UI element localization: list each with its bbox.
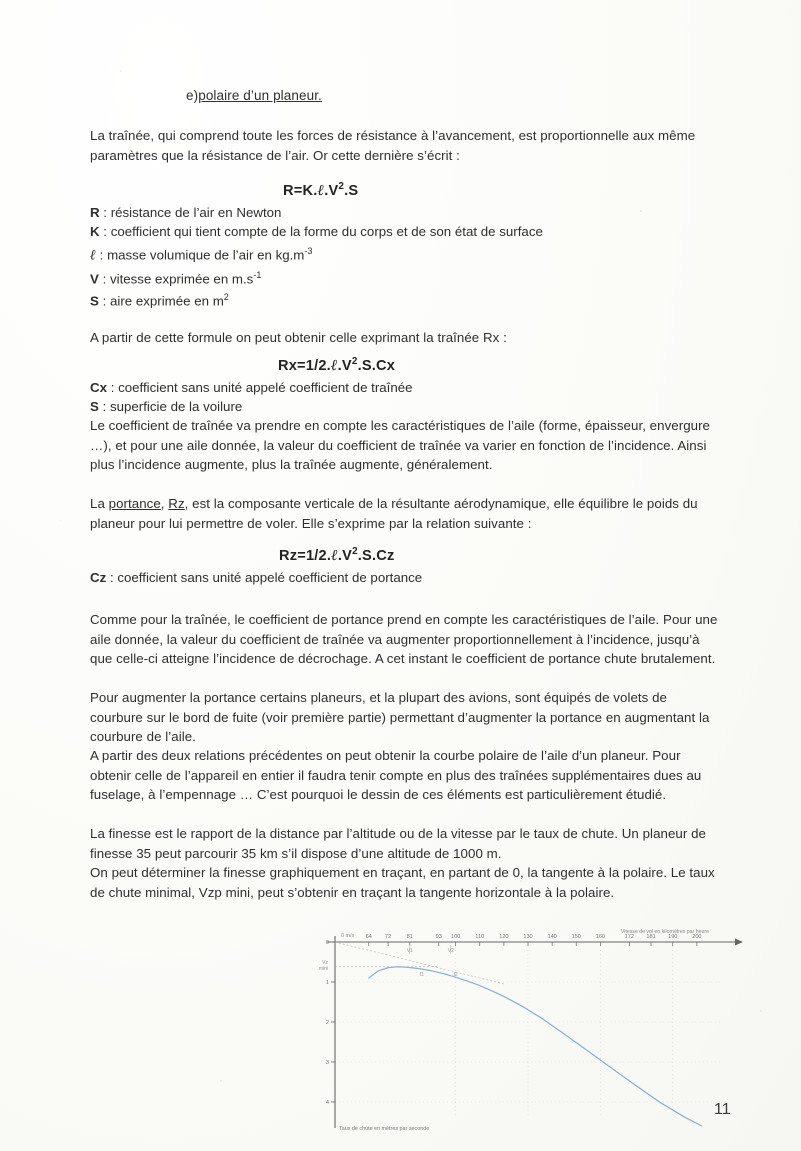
definition-row xyxy=(90,378,710,397)
definition-row xyxy=(90,288,710,311)
definition-exponent: -3 xyxy=(304,245,313,256)
definition-text: vitesse exprimée en m.s xyxy=(109,271,254,287)
chart-x-tick-label: 181 xyxy=(646,934,656,940)
chart-y-axis-title: Taux de chute en mètres par seconde xyxy=(339,1126,430,1132)
definition-row xyxy=(90,266,710,289)
paragraph-body-4: La finesse est le rapport de la distance par l’altitude ou de la vitesse par le taux de chute. Un planeur de finesse 35 peut parcourir 35 km s’il dispose d’une altitude de 1000 m. xyxy=(90,826,706,861)
definition-list-resistance xyxy=(90,203,710,311)
chart-vz-mini-label: mini xyxy=(318,966,328,972)
formula-trainee-tail: .S.Cx xyxy=(357,357,396,374)
chart-x-tick-label: 72 xyxy=(384,934,392,940)
formula-portance xyxy=(279,546,394,565)
definition-text: aire exprimée en m xyxy=(109,293,224,309)
definition-list-trainee xyxy=(90,378,710,417)
portance-lead-part2: , xyxy=(160,496,169,511)
section-heading-prefix: e) xyxy=(186,88,199,103)
definition-text: superficie de la voilure xyxy=(109,399,243,415)
paragraph-body-2: Pour augmenter la portance certains planeurs, et la plupart des avions, sont équipés de volets de courbure sur le bord de fuite (voir première partie) permettant d’augmenter la portance en augmentant la courbure de l’aile. xyxy=(90,690,710,745)
chart-x-tick-label: 110 xyxy=(475,934,485,940)
chart-vz-mini-label: Vz xyxy=(322,960,328,966)
definition-separator: : xyxy=(98,271,110,287)
definition-list-portance xyxy=(90,568,710,587)
chart-x-tick-label: 120 xyxy=(499,934,509,940)
formula-resistance-lhs: R=K. xyxy=(283,182,318,199)
chart-annotation: V1 xyxy=(406,948,413,954)
rho-symbol: ℓ xyxy=(330,356,338,374)
chart-x-tick-label: 190 xyxy=(668,934,678,940)
chart-x-tick-label: 160 xyxy=(595,934,606,940)
chart-y-tick-label: 4 xyxy=(325,1100,329,1106)
paragraph-intro: La traînée, qui comprend toute les forces de résistance à l’avancement, est proportionnelle aux même paramètres que la résistance de l’air. Or cette dernière s’écrit : xyxy=(90,128,696,163)
chart-y-tick-label: 0 xyxy=(325,940,329,946)
definition-symbol: Cz xyxy=(90,570,107,585)
definition-text: coefficient sans unité appelé coefficient de traînée xyxy=(118,380,413,395)
chart-x-tick-label: 81 xyxy=(406,934,413,940)
rho-symbol: ℓ xyxy=(331,546,338,564)
portance-lead-part1: La xyxy=(90,496,109,511)
formula-resistance xyxy=(283,181,358,200)
definition-symbol: V xyxy=(90,271,99,287)
chart-annotation: f1 xyxy=(419,972,424,978)
chart-y-tick-label: 1 xyxy=(325,980,329,986)
formula-trainee-exp: 2 xyxy=(351,356,358,367)
definition-exponent: -1 xyxy=(253,269,262,280)
formula-portance-tail: .S.Cz xyxy=(357,547,395,564)
definition-row xyxy=(90,242,710,266)
definition-row xyxy=(90,397,710,416)
formula-portance-mid: .V xyxy=(337,547,353,564)
chart-x-tick-label: 172 xyxy=(624,934,634,940)
chart-y-tick-label: 2 xyxy=(325,1020,329,1026)
definition-symbol: K xyxy=(90,224,100,240)
paragraph-body-5: On peut déterminer la finesse graphiquement en traçant, en partant de 0, la tangente à la polaire. Le taux de chute minimal, Vzp mini, peut s’obtenir en traçant la tangente horizontale à la polaire. xyxy=(90,865,715,900)
definition-separator: : xyxy=(98,293,110,309)
paragraph-after-formula-resistance: A partir de cette formule on peut obtenir celle exprimant la traînée Rx : xyxy=(90,330,507,345)
formula-resistance-exp: 2 xyxy=(338,181,345,192)
paragraph-body-1: Comme pour la traînée, le coefficient de portance prend en compte les caractéristiques de l’aile. Pour une aile donnée, la valeur du coefficient de traînée va augmenter proportionnellement à l’incidence, jusqu’à que celle-ci atteigne l’incidence de décrochage. A cet instant le coefficient de portance chute brutalement. xyxy=(90,612,718,667)
definition-row xyxy=(90,203,710,222)
definition-separator: : xyxy=(99,224,111,240)
definition-separator: : xyxy=(107,380,119,395)
definition-symbol: Cx xyxy=(90,380,107,395)
definition-symbol: R xyxy=(90,205,100,220)
definition-symbol: S xyxy=(90,293,99,309)
definition-separator: : xyxy=(98,399,110,415)
definition-separator: : xyxy=(106,570,118,585)
formula-portance-exp: 2 xyxy=(352,546,358,557)
chart-x-tick-label: 64 xyxy=(365,934,372,940)
chart-annotation: f2 xyxy=(453,972,458,978)
definition-text: masse volumique de l’air en kg.m xyxy=(107,247,305,263)
portance-keyword: portance xyxy=(108,496,161,511)
definition-separator: : xyxy=(99,205,111,220)
paragraph-portance-lead xyxy=(90,494,712,533)
definition-separator: : xyxy=(95,247,108,263)
section-heading-text: polaire d’un planeur. xyxy=(198,88,322,103)
chart-x-tick-label: 150 xyxy=(571,934,581,940)
polar-chart-svg xyxy=(303,928,743,1133)
chart-x-tick-label: 200 xyxy=(692,934,702,940)
paragraph-cx-explanation: Le coefficient de traînée va prendre en compte les caractéristiques de l’aile (forme, épaisseur, envergure …), et pour une aile donnée, la valeur du coefficient de traînée va varier en fonction de l’incidence. Ainsi plus l’incidence augmente, plus la traînée augmente, généralement. xyxy=(90,418,711,473)
chart-x-tick-label: 93 xyxy=(435,934,442,940)
chart-x-tick-label: 130 xyxy=(523,934,533,940)
polar-curve-chart xyxy=(303,928,743,1133)
chart-x-axis-arrow xyxy=(735,939,743,946)
formula-trainee xyxy=(278,356,395,375)
chart-annotation: V2 xyxy=(447,948,454,954)
definition-symbol: S xyxy=(90,399,99,415)
chart-x-tick-label: 100 xyxy=(450,934,461,940)
formula-trainee-mid: .V xyxy=(337,357,352,374)
portance-symbol-rz: Rz xyxy=(168,496,185,511)
definition-text: coefficient qui tient compte de la forme du corps et de son état de surface xyxy=(110,224,543,240)
page-number: 11 xyxy=(714,1101,731,1118)
chart-origin-label: 0 m/s xyxy=(341,933,355,939)
chart-y-tick-label: 3 xyxy=(325,1060,329,1066)
portance-lead-part3: , est la composante verticale de la résultante aérodynamique, elle équilibre le poids du planeur pour lui permettre de voler. Elle s’exprime par la relation suivante : xyxy=(90,496,698,531)
section-heading xyxy=(186,88,322,103)
definition-symbol: ℓ xyxy=(90,248,96,264)
definition-exponent: 2 xyxy=(223,292,229,303)
paragraph-body-3: A partir des deux relations précédentes on peut obtenir la courbe polaire de l’aile d’un planeur. Pour obtenir celle de l’appareil en entier il faudra tenir compte en plus des traînées supplémentaires dues au fuselage, à l’empennage … C’est pourquoi le dessin de ces éléments est particulièrement étudié. xyxy=(90,748,702,803)
definition-row xyxy=(90,222,710,241)
definition-row xyxy=(90,568,710,587)
definition-text: résistance de l’air en Newton xyxy=(110,205,282,220)
formula-resistance-mid: .V xyxy=(324,182,339,199)
formula-resistance-tail: .S xyxy=(344,182,359,199)
chart-x-axis-title: Vitesse de vol en kilomètres par heure xyxy=(620,929,709,935)
formula-portance-lhs: Rz=1/2. xyxy=(279,547,332,564)
rho-symbol: ℓ xyxy=(317,181,325,199)
chart-x-tick-label: 140 xyxy=(547,934,557,940)
definition-text: coefficient sans unité appelé coefficient de portance xyxy=(117,570,423,585)
formula-trainee-lhs: Rx=1/2. xyxy=(278,357,331,374)
